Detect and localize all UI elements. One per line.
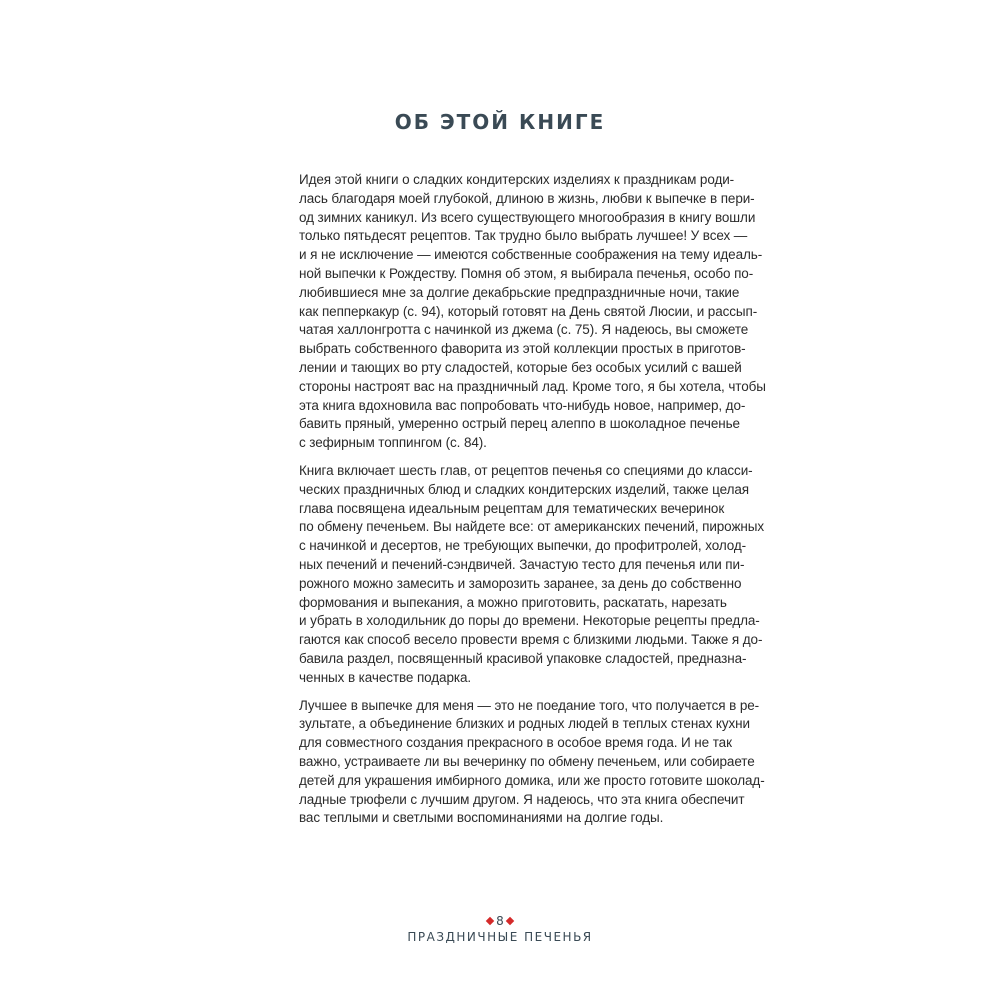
text-line: рожного можно замесить и заморозить заранее, за день до собственно bbox=[299, 575, 742, 591]
page-number-row bbox=[0, 913, 1000, 929]
text-line: любившиеся мне за долгие декабрьские предпраздничные ночи, такие bbox=[299, 284, 740, 300]
text-line: с зефирным топпингом (с. 84). bbox=[299, 435, 487, 451]
text-line: бавила раздел, посвященный красивой упаковке сладостей, предназна- bbox=[299, 650, 747, 666]
text-line: ных печений и печений-сэндвичей. Зачастую тесто для печенья или пи- bbox=[299, 556, 745, 572]
text-line: и я не исключение — имеются собственные соображения на тему идеаль- bbox=[299, 247, 763, 263]
text-line: с начинкой и десертов, не требующих выпечки, до профитролей, холод- bbox=[299, 538, 747, 554]
text-line: для совместного создания прекрасного в особое время года. И не так bbox=[299, 735, 732, 751]
text-line: выбрать собственного фаворита из этой коллекции простых в приготов- bbox=[299, 341, 746, 357]
running-footer-title: ПРАЗДНИЧНЫЕ ПЕЧЕНЬЯ bbox=[407, 930, 593, 944]
text-line: ной выпечки к Рождеству. Помня об этом, я выбирала печенья, особо по- bbox=[299, 265, 754, 281]
text-line: зультате, а объединение близких и родных людей в теплых стенах кухни bbox=[299, 716, 750, 732]
text-line: по обмену печеньем. Вы найдете все: от американских печений, пирожных bbox=[299, 519, 764, 535]
text-line: и убрать в холодильник до поры до времени. Некоторые рецепты предла- bbox=[299, 613, 760, 629]
text-line: вас теплыми и светлыми воспоминаниями на долгие годы. bbox=[299, 810, 664, 826]
text-line: лении и тающих во рту сладостей, которые без особых усилий с вашей bbox=[299, 359, 742, 375]
body-text bbox=[299, 171, 766, 837]
text-line: глава посвящена идеальным рецептам для тематических вечеринок bbox=[299, 500, 725, 516]
page-number: 8 bbox=[496, 914, 504, 928]
paragraph-1 bbox=[299, 171, 766, 453]
text-line: Лучшее в выпечке для меня — это не поедание того, что получается в ре- bbox=[299, 697, 760, 713]
text-line: лась благодаря моей глубокой, длиною в жизнь, любви к выпечке в пери- bbox=[299, 190, 755, 206]
text-line: эта книга вдохновила вас попробовать что-нибудь новое, например, до- bbox=[299, 397, 746, 413]
text-line: стороны настроят вас на праздничный лад. Кроме того, я бы хотела, чтобы bbox=[299, 378, 766, 394]
text-line: од зимних каникул. Из всего существующего многообразия в книгу вошли bbox=[299, 209, 756, 225]
text-line: ческих праздничных блюд и сладких кондитерских изделий, также целая bbox=[299, 481, 749, 497]
paragraph-2 bbox=[299, 462, 764, 688]
text-line: гаются как способ весело провести время с близкими людьми. Также я до- bbox=[299, 632, 763, 648]
text-line: важно, устраиваете ли вы вечеринку по обмену печеньем, или собираете bbox=[299, 753, 755, 769]
text-line: Идея этой книги о сладких кондитерских изделиях к праздникам роди- bbox=[299, 172, 735, 187]
text-line: формования и выпекания, а можно приготовить, раскатать, нарезать bbox=[299, 594, 727, 610]
text-line: только пятьдесят рецептов. Так трудно было выбрать лучшее! У всех — bbox=[299, 228, 748, 244]
paragraph-3 bbox=[299, 697, 765, 829]
page-title: ОБ ЭТОЙ КНИГЕ bbox=[394, 110, 606, 134]
text-line: ладные трюфели с лучшим другом. Я надеюсь, что эта книга обеспечит bbox=[299, 791, 745, 807]
text-line: ченных в качестве подарка. bbox=[299, 669, 472, 685]
text-line: бавить пряный, умеренно острый перец алеппо в шоколадное печенье bbox=[299, 416, 740, 432]
text-line: чатая халлонгротта с начинкой из джема (с. 75). Я надеюсь, вы сможете bbox=[299, 322, 749, 338]
red-diamond-icon bbox=[486, 917, 494, 925]
text-line: Книга включает шесть глав, от рецептов печенья со специями до класси- bbox=[299, 462, 753, 478]
page-footer bbox=[0, 913, 1000, 944]
red-diamond-icon bbox=[506, 917, 514, 925]
text-line: как пепперкакур (с. 94), который готовят на День святой Люсии, и рассып- bbox=[299, 303, 758, 319]
text-line: детей для украшения имбирного домика, или же просто готовите шоколад- bbox=[299, 772, 765, 788]
